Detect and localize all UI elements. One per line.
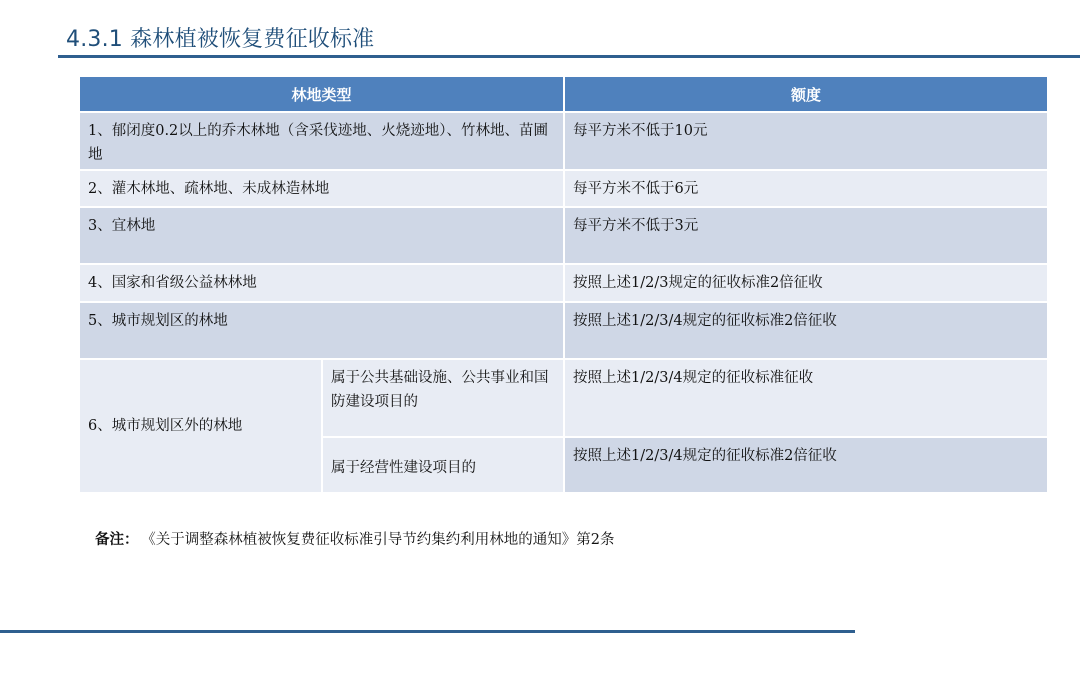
cell-amount: 每平方米不低于3元	[564, 207, 1047, 264]
cell-amount: 每平方米不低于6元	[564, 170, 1047, 207]
cell-sub-purpose: 属于公共基础设施、公共事业和国防建设项目的	[322, 359, 564, 437]
header-forest-land-type: 林地类型	[80, 77, 564, 112]
table-row	[80, 359, 1047, 437]
cell-land-type: 1、郁闭度0.2以上的乔木林地（含采伐迹地、火烧迹地）、竹林地、苗圃地	[80, 112, 564, 170]
cell-amount: 按照上述1/2/3/4规定的征收标准2倍征收	[564, 302, 1047, 359]
cell-amount: 每平方米不低于10元	[564, 112, 1047, 170]
cell-land-type: 4、国家和省级公益林林地	[80, 264, 564, 302]
footnote	[95, 528, 614, 549]
cell-amount: 按照上述1/2/3规定的征收标准2倍征收	[564, 264, 1047, 302]
cell-land-type: 3、宜林地	[80, 207, 564, 264]
cell-sub-purpose: 属于经营性建设项目的	[322, 437, 564, 493]
cell-amount: 按照上述1/2/3/4规定的征收标准征收	[564, 359, 1047, 437]
title-underline	[58, 55, 1080, 58]
footnote-label: 备注：	[95, 531, 139, 548]
table-row	[80, 302, 1047, 359]
bottom-divider	[0, 630, 855, 633]
table-row	[80, 264, 1047, 302]
header-amount: 额度	[564, 77, 1047, 112]
cell-land-type: 5、城市规划区的林地	[80, 302, 564, 359]
table-row	[80, 207, 1047, 264]
cell-land-type: 6、城市规划区外的林地	[80, 359, 322, 493]
page-title: 4.3.1 森林植被恢复费征收标准	[66, 27, 375, 52]
cell-land-type: 2、灌木林地、疏林地、未成林造林地	[80, 170, 564, 207]
table-row	[80, 170, 1047, 207]
table-row	[80, 112, 1047, 170]
footnote-text: 《关于调整森林植被恢复费征收标准引导节约集约利用林地的通知》第2条	[148, 532, 615, 548]
fee-standard-table	[80, 77, 1047, 494]
cell-amount: 按照上述1/2/3/4规定的征收标准2倍征收	[564, 437, 1047, 493]
table-header-row	[80, 77, 1047, 112]
